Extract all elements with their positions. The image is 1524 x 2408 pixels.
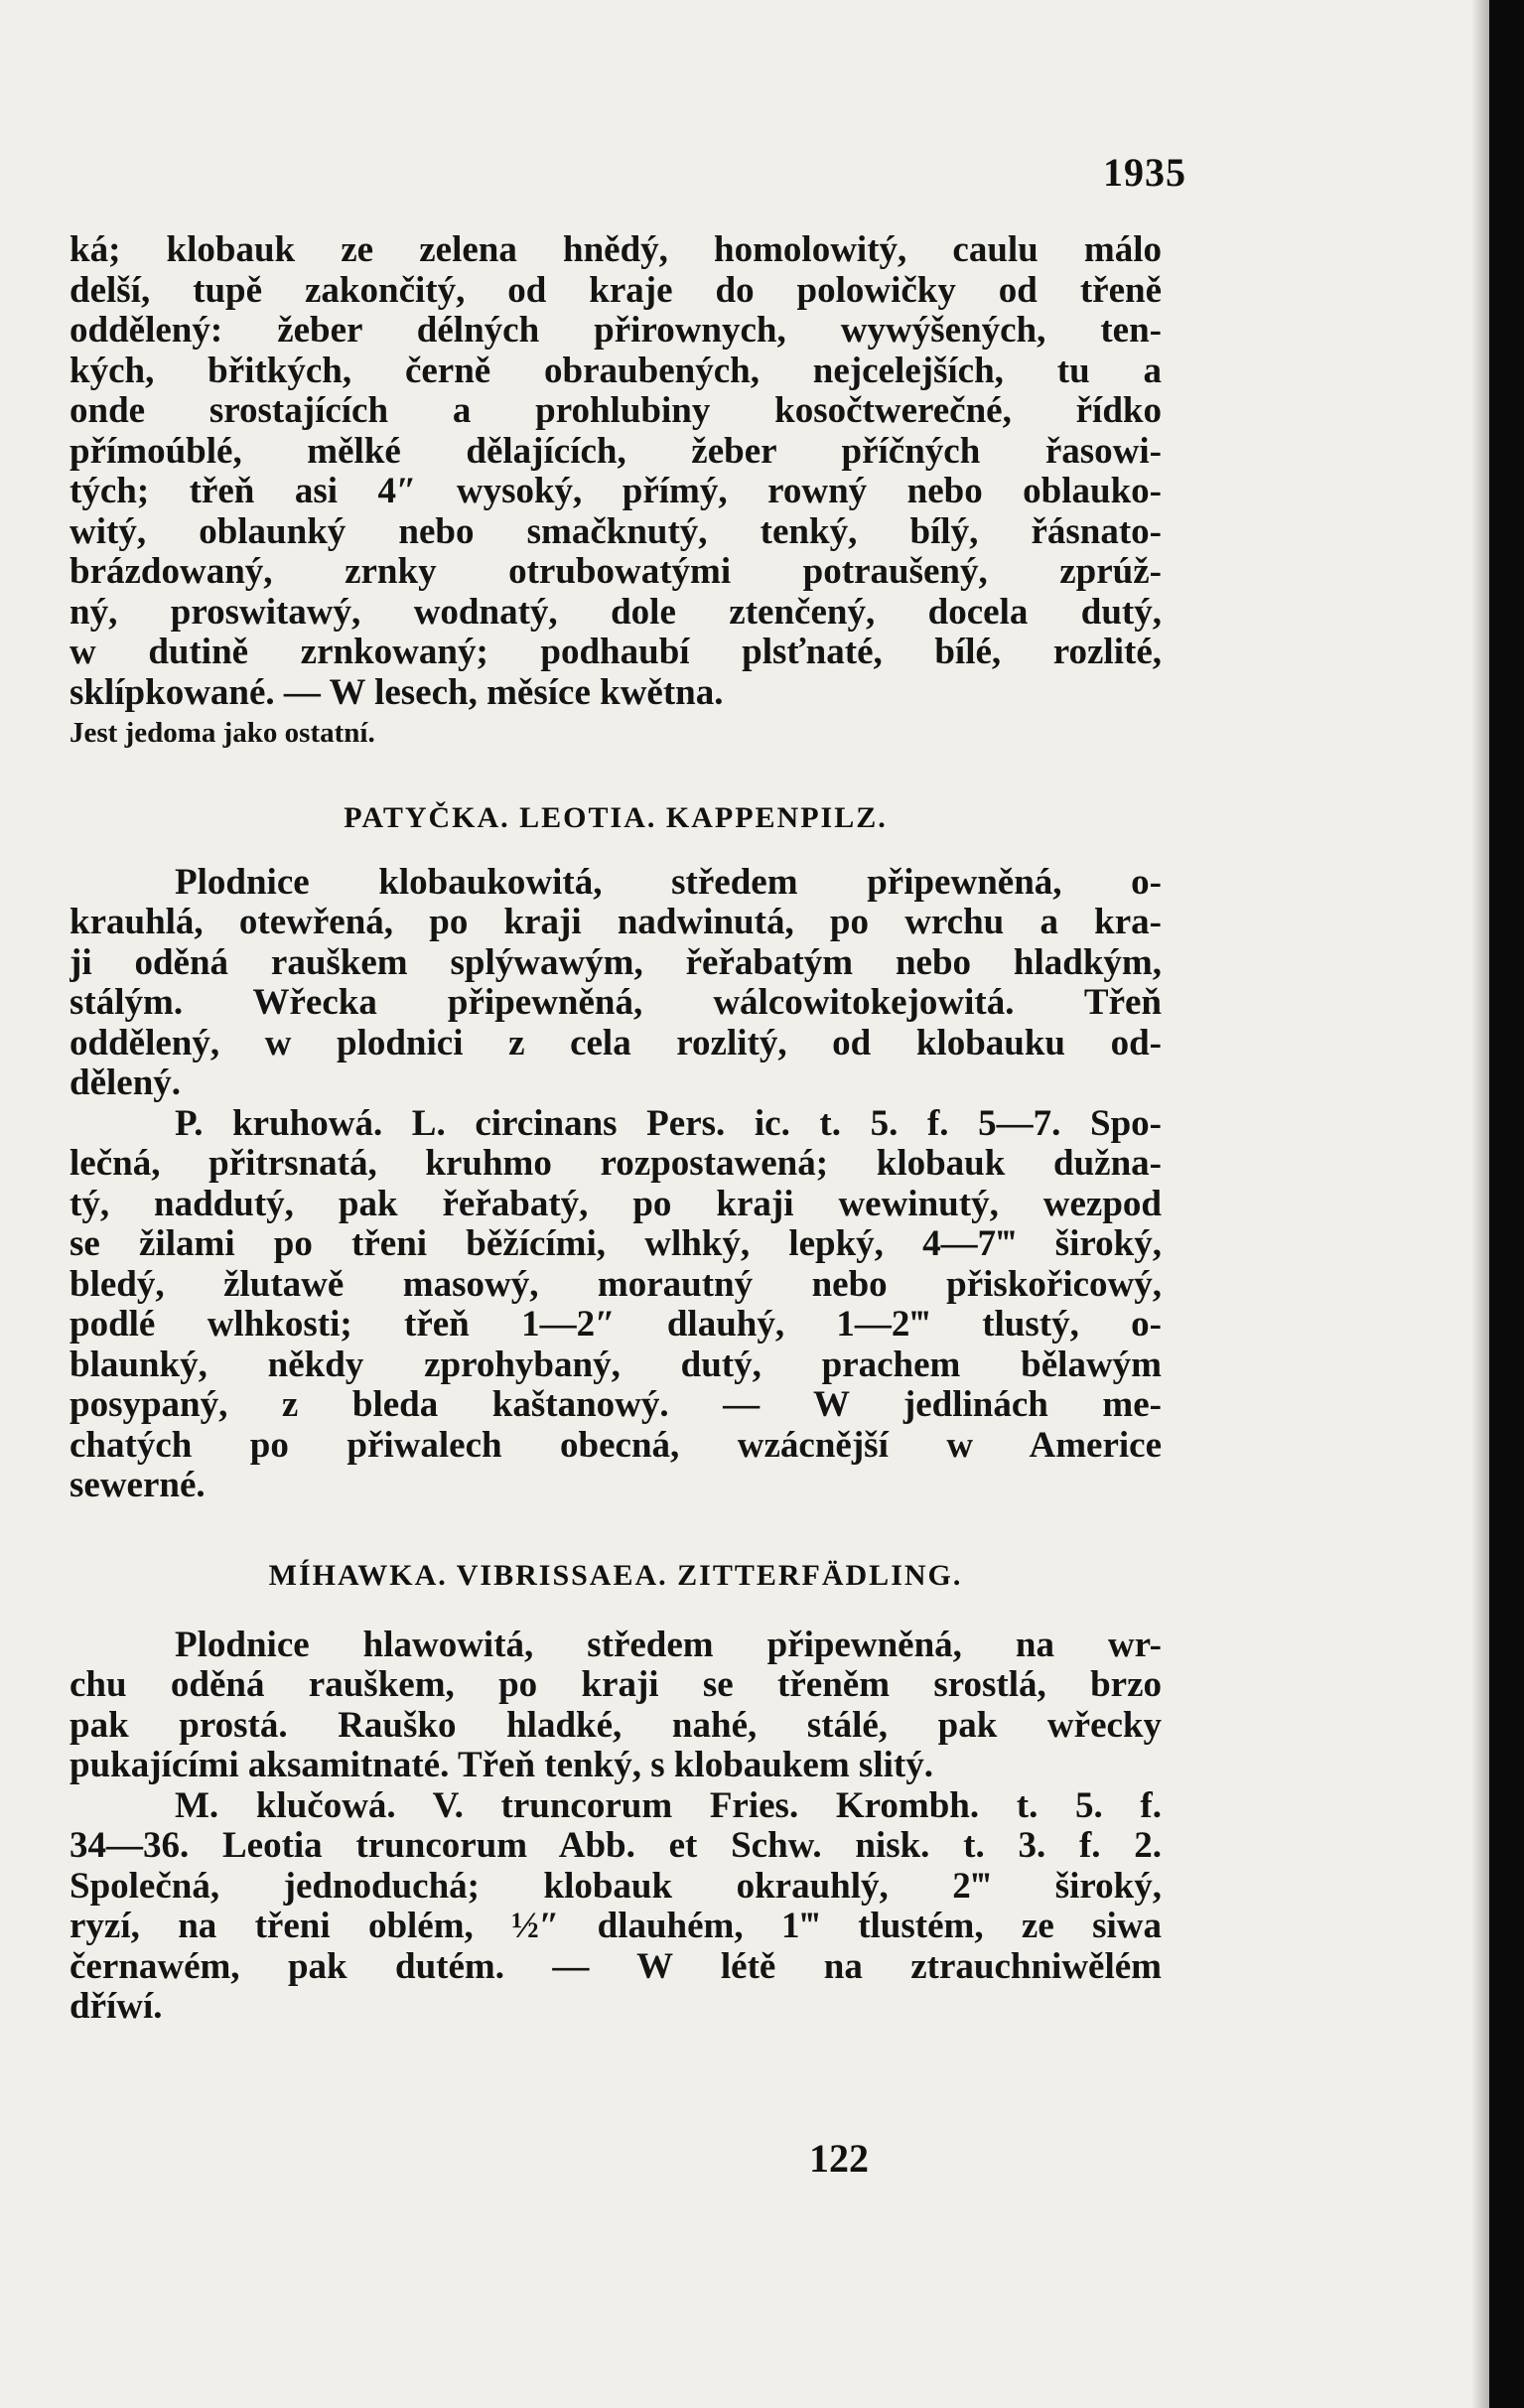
- text-line: witý, oblaunký nebo smačknutý, tenký, bílý, řásnato-: [69, 511, 1162, 552]
- text-line: oddělený, w plodnici z cela rozlitý, od klobauku od-: [69, 1023, 1162, 1063]
- text-line: onde srostajících a prohlubiny kosočtwerečné, řídko: [69, 391, 1162, 431]
- text-line: w dutině zrnkowaný; podhaubí plsťnaté, bílé, rozlité,: [69, 633, 1162, 672]
- text-line: blaunký, někdy zprohybaný, dutý, prachem bělawým: [69, 1345, 1162, 1385]
- text-line: delší, tupě zakončitý, od kraje do polowičky od třeně: [69, 270, 1162, 311]
- text-line: sklípkowané. — W lesech, měsíce kwětna.: [69, 672, 724, 713]
- text-line: chu oděná rauškem, po kraji se třeněm srostlá, brzo: [69, 1665, 1162, 1705]
- text-line: sewerné.: [69, 1466, 206, 1505]
- page-number: 1935: [1103, 150, 1186, 195]
- text-line: ryzí, na třeni oblém, ½″ dlauhém, 1‴ tlustém, ze siwa: [69, 1907, 1162, 1946]
- text-line: lečná, přitrsnatá, kruhmo rozpostawená; klobauk dužna-: [69, 1144, 1162, 1184]
- text-line: kých, břitkých, černě obraubených, nejcelejších, tu a: [69, 351, 1162, 391]
- text-line: Společná, jednoduchá; klobauk okrauhlý, 2‴ široký,: [69, 1866, 1162, 1907]
- text-line: Plodnice hlawowitá, středem připewněná, na wr-: [175, 1625, 1162, 1665]
- text-line: tý, naddutý, pak řeřabatý, po kraji wewinutý, wezpod: [69, 1184, 1162, 1224]
- text-line: přímoúblé, mělké dělajících, žeber příčných řasowi-: [69, 431, 1162, 472]
- text-line: 34—36. Leotia truncorum Abb. et Schw. nisk. t. 3. f. 2.: [69, 1826, 1162, 1866]
- text-line: M. klučowá. V. truncorum Fries. Krombh. t. 5. f.: [175, 1785, 1162, 1826]
- text-line: ká; klobauk ze zelena hnědý, homolowitý, caulu málo: [69, 230, 1162, 270]
- section-heading-patycka: PATYČKA. LEOTIA. KAPPENPILZ.: [344, 800, 888, 834]
- text-line: chatých po přiwalech obecná, wzácnější w Americe: [69, 1425, 1162, 1466]
- text-line: pukajícími aksamitnaté. Třeň tenký, s klobaukem slitý.: [69, 1746, 933, 1785]
- text-line: P. kruhowá. L. circinans Pers. ic. t. 5. f. 5—7. Spo-: [175, 1103, 1162, 1144]
- section-heading-mihawka: MÍHAWKA. VIBRISSAEA. ZITTERFÄDLING.: [268, 1558, 963, 1592]
- text-line: krauhlá, otewřená, po kraji nadwinutá, po wrchu a kra-: [69, 903, 1162, 942]
- page-text: [69, 230, 1162, 2028]
- text-line: stálým. Wřecka připewněná, wálcowitokejowitá. Třeň: [69, 983, 1162, 1023]
- text-line: tých; třeň asi 4″ wysoký, přímý, rowný nebo oblauko-: [69, 472, 1162, 511]
- signature-number: 122: [809, 2136, 869, 2181]
- text-line: bledý, žlutawě masowý, morautný nebo přiskořicowý,: [69, 1264, 1162, 1305]
- block-genus-mihawka: [69, 1626, 1162, 1786]
- block-morchella-description: [69, 230, 1162, 754]
- block-species-kruhowa: [69, 1104, 1162, 1506]
- text-line: posypaný, z bleda kaštanowý. — W jedlinách me-: [69, 1385, 1162, 1425]
- text-line: Plodnice klobaukowitá, středem připewněná, o-: [175, 862, 1162, 903]
- text-line: černawém, pak dutém. — W létě na ztrauchniwělém: [69, 1946, 1162, 1987]
- text-line: dříwí.: [69, 1987, 163, 2027]
- text-line: dělený.: [69, 1063, 182, 1103]
- text-line: podlé wlhkosti; třeň 1—2″ dlauhý, 1—2‴ tlustý, o-: [69, 1305, 1162, 1345]
- block-genus-description: [69, 863, 1162, 1104]
- note-line: Jest jedoma jako ostatní.: [69, 717, 375, 749]
- text-line: ný, proswitawý, wodnatý, dole ztenčený, docela dutý,: [69, 592, 1162, 633]
- text-line: oddělený: žeber délných přirownych, wywýšených, ten-: [69, 311, 1162, 351]
- text-line: ji oděná rauškem splýwawým, řeřabatým nebo hladkým,: [69, 942, 1162, 983]
- text-line: se žilami po třeni běžícími, wlhký, lepký, 4—7‴ široký,: [69, 1224, 1162, 1264]
- text-line: brázdowaný, zrnky otrubowatými potraušený, zprúž-: [69, 552, 1162, 592]
- block-species-klucowa: [69, 1786, 1162, 2028]
- text-line: pak prostá. Rauško hladké, nahé, stálé, pak wřecky: [69, 1705, 1162, 1746]
